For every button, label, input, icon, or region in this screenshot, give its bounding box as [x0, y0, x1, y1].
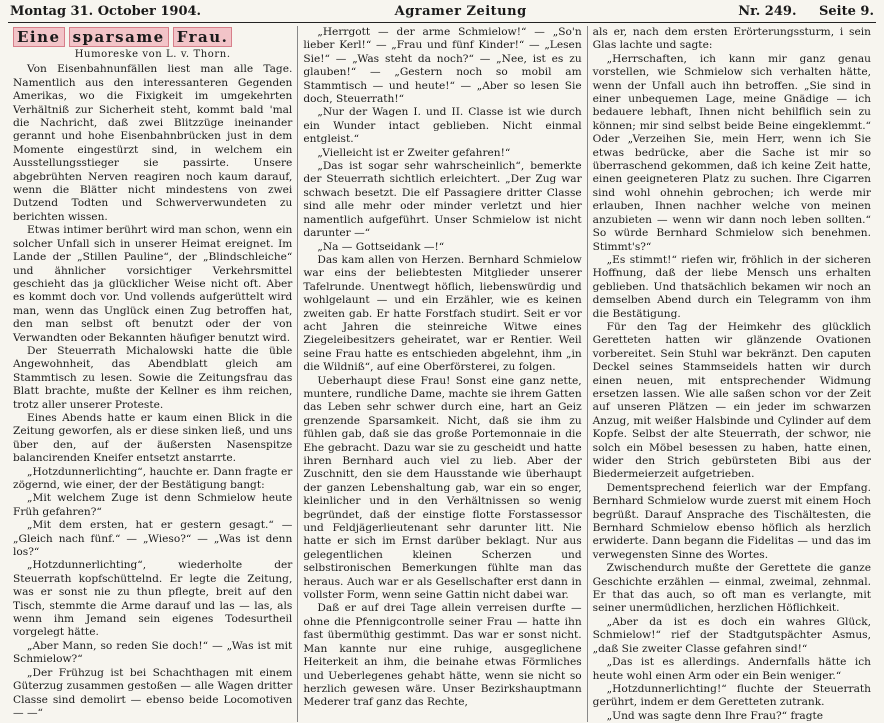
paragraph: „Hotzdunnerlichting“, wiederholte der Steuerrath kopfschüttelnd. Er legte die Zeitung, was er sonst nie zu thun pflegte, breit auf den Tisch, stemmte die Arme darauf und las — las, als wenn ihm Jemand sein eigenes Todesurtheil vorgelegt hätte.	[13, 559, 293, 639]
page-number: Seite 9.	[819, 4, 874, 19]
paragraph: „Vielleicht ist er Zweiter gefahren!“	[317, 146, 511, 159]
paragraph: „Das ist es allerdings. Andernfalls hätte ich heute wohl einen Arm oder ein Bein weniger.“	[592, 656, 871, 682]
title-word-1: Eine	[13, 27, 65, 47]
title-word-2: sparsame	[69, 27, 169, 47]
paragraph: Von Eisenbahnunfällen liest man alle Tage. Namentlich aus den interessanteren Gegenden Amerikas, wo die Fixigkeit im umgekehrten Verhältniß zur Sicherheit steht, kommt bald 'mal die Nachricht, daß zwei Blitzzüge ineinander gerannt und hohe Eisenbahnbrücken just in dem Momente eingestürzt sind, in welchem ein Ausstellungsstieger sie passirte. Unsere abgebrühten Nerven reagiren noch kaum darauf, wenn die Blätter nicht mindestens von zwei Dutzend Todten und Schwerverwundeten zu berichten wissen.	[13, 63, 293, 223]
paragraph: „Hotzdunnerlichting“, hauchte er. Dann fragte er zögernd, wie einer, der der Bestätigung bangt:	[13, 465, 293, 491]
paragraph: Dementsprechend feierlich war der Empfang. Bernhard Schmielow wurde zuerst mit einem Hoch begrüßt. Darauf Ansprache des Tischältesten, die Bernhard Schmielow ebenso höflich als herzlich erwiderte. Dann begann die Fidelitas — und das im verwegensten Sinne des Wortes.	[592, 481, 871, 561]
issue-number: Nr. 249.	[738, 4, 797, 19]
paragraph: Der Steuerrath Michalowski hatte die üble Angewohnheit, das Abendblatt gleich am Stammtisch zu lesen. Sowie die Zeitungsfrau das Blatt brachte, mußte der Kellner es ihm reichen, trotz aller unserer Proteste.	[13, 344, 293, 411]
paragraph: Für den Tag der Heimkehr des glücklich Geretteten hatten wir glänzende Ovationen vorbereitet. Sein Stuhl war bekränzt. Den caputen Deckel seines Stammseidels hatten wir durch einen neuen, mit entsprechender Widmung ersetzen lassen. Wie alle saßen schon vor der Zeit auf unseren Plätzen — ein jeder im schwarzen Anzug, mit weißer Halsbinde und Cylinder auf dem Kopfe. Selbst der alte Steuerrath, der schwor, nie solch ein Möbel besessen zu haben, hatte einen, wider den Strich gebürsteten Bibi aus der Biedermeierzeit aufgetrieben.	[592, 320, 871, 481]
header-date: Montag 31. October 1904.	[10, 4, 202, 19]
column-1	[8, 26, 297, 722]
paragraph: Eines Abends hatte er kaum einen Blick in die Zeitung geworfen, als er diese sinken ließ, und uns über den, auf der äußersten Nasenspitze balancirenden Kneifer entsetzt anstarrte.	[13, 411, 293, 465]
paragraph: „Der Frühzug ist bei Schachthagen mit einem Güterzug zusammen gestoßen — alle Wagen dritter Classe sind demolirt — ebenso beide Locomotiven — —“	[13, 666, 293, 719]
paragraph: Ueberhaupt diese Frau! Sonst eine ganz nette, muntere, rundliche Dame, machte sie ihrem Gatten das Leben sehr schwer durch eine, hart an Geiz grenzende Sparsamkeit. Nicht, daß sie ihm zu fühlen gab, daß sie das große Portemonnaie in die Ehe gebracht. Dazu war sie zu gescheidt und hatte ihren Bernhard auch viel zu lieb. Aber der Zuschnitt, den sie dem Hausstande wie überhaupt der ganzen Lebenshaltung gab, war ein so enger, kleinlicher und in den Verhältnissen so wenig begründet, daß der einstige flotte Forstassessor und Feldjägerlieutenant sehr darunter litt. Nie hatte er sich im Ernst darüber beklagt. Nur aus gelegentlichen kleinen Scherzen und selbstironischen Bemerkungen fühlte man das heraus. Auch war er als Gesellschafter erst dann in vollster Form, wenn seine Gattin nicht dabei war.	[303, 374, 582, 602]
paragraph: „Mit welchem Zuge ist denn Schmielow heute Früh gefahren?“	[13, 492, 293, 518]
page-header	[8, 4, 876, 23]
paragraph: „Und was sagte denn Ihre Frau?“ fragte	[606, 709, 824, 722]
text-columns	[8, 26, 876, 722]
paragraph: Etwas intimer berührt wird man schon, wenn ein solcher Unfall sich in unserer Heimat ereignet. Im Lande der „Stillen Pauline“, der „Blindschleiche“ und ähnlicher vorsichtiger Verkehrsmittel geschieht das ja glücklicher Weise nicht oft. Aber es kommt doch vor. Und vollends aufgerüttelt wird man, wenn das Unglück einen Zug betroffen hat, den man selbst oft benutzt oder der von Verwandten oder Bekannten häufiger benutzt wird.	[13, 224, 293, 344]
header-issue-page	[720, 4, 874, 19]
paragraph: „Herrgott — der arme Schmielow!“ — „So'n lieber Kerl!“ — „Frau und fünf Kinder!“ — „Lesen Sie!“ — „Was steht da noch?“ — „Nee, ist es zu glauben!“ — „Gestern noch so mobil am Stammtisch — und heute!“ — „Aber so lesen Sie doch, Steuerrath!“	[303, 26, 582, 106]
paragraph: „Na — Gottseidank —!“	[317, 240, 445, 253]
newspaper-name: Agramer Zeitung	[394, 4, 527, 19]
paragraph: „Aber Mann, so reden Sie doch!“ — „Was ist mit Schmielow?“	[13, 639, 293, 666]
paragraph: „Aber da ist es doch ein wahres Glück, Schmielow!“ rief der Stadtgutspächter Asmus, „daß Sie zweiter Classe gefahren sind!“	[592, 615, 871, 655]
column-3	[587, 26, 876, 722]
paragraph: Zwischendurch mußte der Gerettete die ganze Geschichte erzählen — einmal, zweimal, zehnmal. Er that das auch, so oft man es verlangte, mit seiner unermüdlichen, herzlichen Höflichkeit.	[592, 562, 871, 615]
story-subtitle: Humoreske von L. v. Thorn.	[74, 49, 231, 60]
paragraph: „Herrschaften, ich kann mir ganz genau vorstellen, wie Schmielow sich verhalten hätte, wenn der Unfall auch ihn betroffen. „Sie sind in einer unbequemen Lage, meine Gnädige — ich bedauere lebhaft, Ihnen nicht behilflich sein zu können; mir sind selbst beide Beine eingeklemmt.“ Oder „Verzeihen Sie, mein Herr, wenn ich Sie etwas bedrücke, aber die Sache ist mir so überraschend gekommen, daß ich keine Zeit hatte, einen geeigneteren Platz zu suchen. Ihre Cigarren sind wohl ohnehin gebrochen; ich werde mir erlauben, Ihnen nachher welche von meinen anzubieten — wenn wir dann noch leben sollten.“ So würde Bernhard Schmielow sich benehmen. Stimmt's?“	[592, 52, 871, 253]
column-2	[297, 26, 586, 722]
title-word-3: Frau.	[173, 27, 233, 47]
paragraph: „Hotzdunnerlichting!“ fluchte der Steuerrath gerührt, indem er dem Geretteten zutrank.	[592, 682, 871, 709]
paragraph: „Mit dem ersten, hat er gestern gesagt.“ — „Gleich nach fünf.“ — „Wieso?“ — „Was ist denn los?“	[13, 519, 293, 559]
paragraph: als er, nach dem ersten Erörterungssturm, i sein Glas lachte und sagte:	[592, 26, 871, 52]
paragraph: „Nur der Wagen I. und II. Classe ist wie durch ein Wunder intact geblieben. Nicht einmal entgleist.“	[303, 106, 582, 146]
paragraph: Das kam allen von Herzen. Bernhard Schmielow war eins der beliebtesten Mitglieder unserer Tafelrunde. Unentwegt höflich, liebenswürdig und wohlgelaunt — und ein Erzähler, wie es keinen zweiten gab. Er hatte Forstfach studirt. Seit er vor acht Jahren die steinreiche Witwe eines Ziegeleibesitzers geheiratet, war er Rentier. Weil seine Frau hatte es entschieden abgelehnt, ihm „in die Wildniß“, auf eine Oberförsterei, zu folgen.	[303, 253, 582, 374]
story-title	[13, 27, 292, 47]
paragraph: Daß er auf drei Tage allein verreisen durfte — ohne die Pfennigcontrolle seiner Frau — hatte ihn fast übermüthig gestimmt. Das war er sonst nicht. Man kannte nur eine ruhige, ausgeglichene Heiterkeit an ihm, die beinahe etwas Förmliches und Ueberlegenes gehabt hätte, wenn sie nicht so herzlich gewesen wäre. Unser Bezirkshauptmann Mederer traf ganz das Rechte,	[303, 602, 582, 709]
paragraph: „Das ist sogar sehr wahrscheinlich“, bemerkte der Steuerrath sichtlich erleichtert. „Der Zug war schwach besetzt. Die elf Passagiere dritter Classe sind alle mehr oder minder verletzt und hier namentlich aufgeführt. Unser Schmielow ist nicht darunter —“	[303, 160, 582, 240]
paragraph: „Es stimmt!“ riefen wir, fröhlich in der sicheren Hoffnung, daß der liebe Mensch uns erhalten geblieben. Und thatsächlich bekamen wir noch an demselben Abend durch ein Telegramm von ihm die Bestätigung.	[592, 253, 871, 320]
